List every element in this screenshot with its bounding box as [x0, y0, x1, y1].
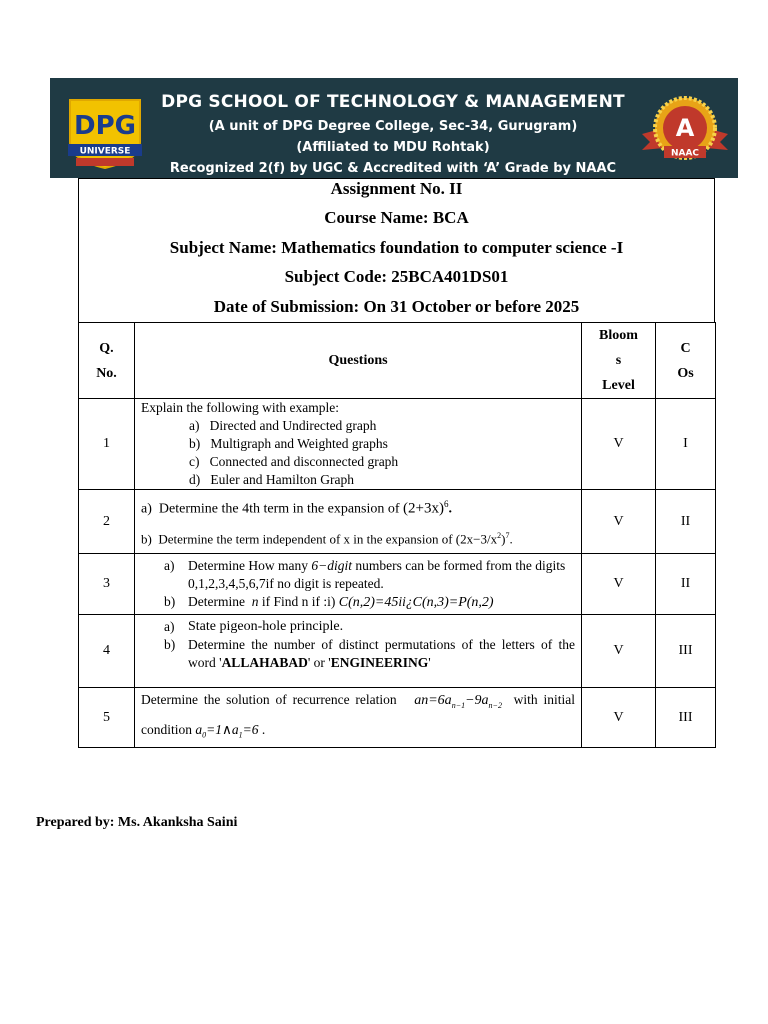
course-outcome: II: [656, 490, 716, 554]
question-intro: Explain the following with example:: [141, 400, 339, 415]
svg-text:NAAC: NAAC: [670, 148, 700, 159]
subject-name: Subject Name: Mathematics foundation to computer science -I: [169, 237, 624, 257]
list-item: d) Euler and Hamilton Graph: [189, 472, 354, 487]
table-header-row: [79, 323, 716, 399]
question-number: 3: [79, 554, 135, 615]
course-outcome: I: [656, 399, 716, 490]
course-outcome: II: [656, 554, 716, 615]
list-item: b) Multigraph and Weighted graphs: [189, 436, 388, 451]
questions-table: [78, 322, 716, 748]
question-text: [135, 399, 582, 490]
course-name: Course Name: BCA: [324, 208, 469, 228]
question-text: [135, 615, 582, 688]
college-affiliation: (Affiliated to MDU Rohtak): [296, 140, 490, 155]
blooms-level: V: [582, 615, 656, 688]
table-row: [79, 490, 716, 554]
svg-text:A: A: [675, 114, 695, 142]
assignment-header: [78, 178, 715, 323]
question-part-a: a) Determine the 4th term in the expansion of $(2+3x)^6$.: [141, 499, 452, 517]
list-item: a) Directed and Undirected graph: [189, 418, 377, 433]
table-row: [79, 688, 716, 748]
college-unit: (A unit of DPG Degree College, Sec-34, Gurugram): [208, 119, 578, 134]
questions-header: Questions: [135, 323, 582, 399]
college-recognition: Recognized 2(f) by UGC & Accredited with ‘A’ Grade by NAAC: [169, 161, 617, 176]
question-number: 5: [79, 688, 135, 748]
blooms-level: V: [582, 554, 656, 615]
list-item: c) Connected and disconnected graph: [189, 454, 399, 469]
question-text: Determine the solution of recurrence relation $an=6a_{n-1}-9a_{n-2}$ with initial condition $a_0=1\wedge a_1=6$ .: [135, 688, 582, 748]
naac-a-grade-seal: [636, 90, 734, 168]
table-row: [79, 615, 716, 688]
cos-header: C Os: [656, 323, 716, 399]
course-outcome: III: [656, 615, 716, 688]
qno-header: Q. No.: [79, 323, 135, 399]
question-number: 4: [79, 615, 135, 688]
blooms-level: V: [582, 399, 656, 490]
question-text: [135, 554, 582, 615]
question-number: 1: [79, 399, 135, 490]
assignment-number: Assignment No. II: [330, 179, 463, 198]
college-banner: [50, 78, 738, 178]
table-row: [79, 399, 716, 490]
svg-text:DPG: DPG: [74, 111, 136, 141]
blooms-level-header: Bloom s Level: [582, 323, 656, 399]
banner-text: [150, 88, 636, 179]
svg-text:UNIVERSE: UNIVERSE: [79, 146, 131, 157]
prepared-by: Prepared by: Ms. Akanksha Saini: [36, 815, 238, 830]
question-number: 2: [79, 490, 135, 554]
question-part-b: b) Determine the number of distinct permutations of the letters of the word 'ALLAHABAD' or 'ENGINEERING': [164, 637, 575, 670]
blooms-level: V: [582, 688, 656, 748]
question-part-b: b) Determine the term independent of x in the expansion of $(2x-3/x^2)^7$.: [141, 530, 513, 546]
subject-code: Subject Code: 25BCA401DS01: [284, 267, 509, 287]
table-row: [79, 554, 716, 615]
submission-date: Date of Submission: On 31 October or before 2025: [213, 296, 580, 316]
course-outcome: III: [656, 688, 716, 748]
college-name: DPG SCHOOL OF TECHNOLOGY & MANAGEMENT: [161, 92, 625, 112]
question-text: [135, 490, 582, 554]
question-part-a: a) Determine How many 6−digit numbers can be formed from the digits 0,1,2,3,4,5,6,7if no digit is repeated.: [164, 557, 566, 591]
dpg-university-logo: [66, 96, 144, 172]
blooms-level: V: [582, 490, 656, 554]
question-part-b: b) Determine n if Find n if :i) C(n,2)=45ii¿C(n,3)=P(n,2): [164, 593, 494, 610]
question-part-a: a) State pigeon-hole principle.: [164, 619, 344, 634]
